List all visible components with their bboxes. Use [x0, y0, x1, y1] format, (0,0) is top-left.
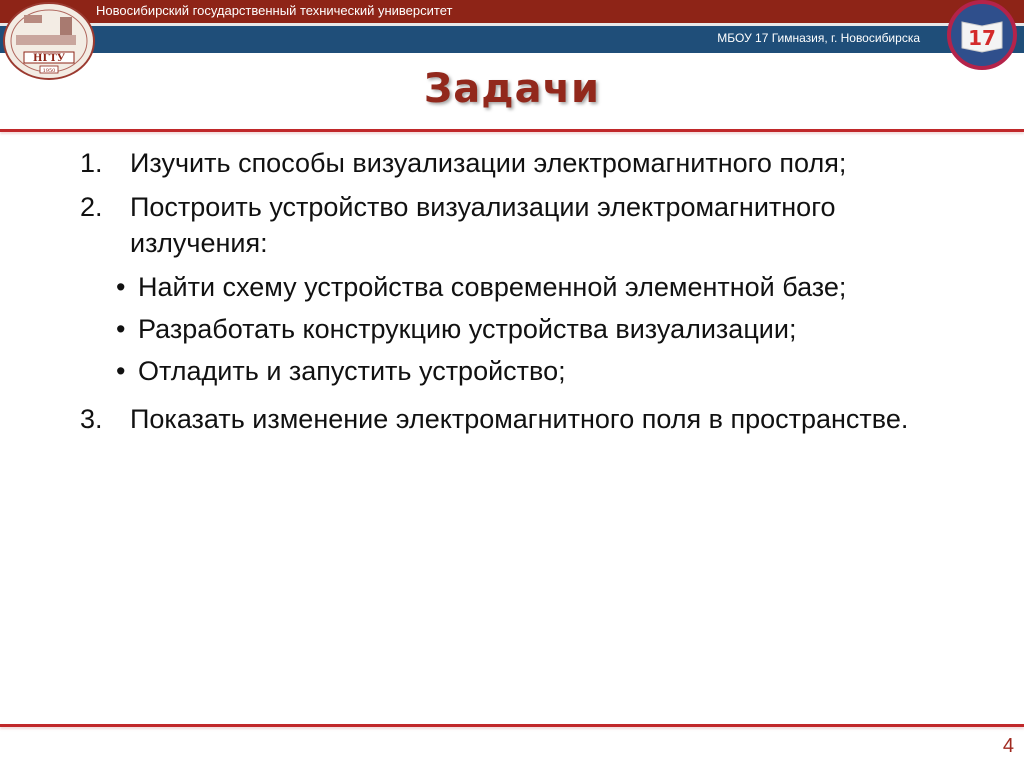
- task-list: [80, 145, 980, 445]
- task-item-3: [80, 401, 980, 437]
- subtask-item: [80, 311, 980, 347]
- bullet-icon: •: [116, 314, 126, 344]
- title-divider: [0, 129, 1024, 132]
- item-number: 1.: [80, 148, 103, 178]
- university-name: Новосибирский государственный технический университет: [96, 3, 453, 18]
- subtask-item: [80, 269, 980, 305]
- svg-text:НГТУ: НГТУ: [33, 53, 65, 64]
- item-number: 2.: [80, 192, 103, 222]
- item-text: Изучить способы визуализации электромагнитного поля;: [130, 148, 847, 178]
- page-number: 4: [1002, 735, 1014, 757]
- item-number: 3.: [80, 404, 103, 434]
- item-text: Показать изменение электромагнитного поля в пространстве.: [130, 404, 909, 434]
- svg-text:1950: 1950: [42, 68, 56, 74]
- svg-text:17: 17: [968, 26, 996, 50]
- school-name: МБОУ 17 Гимназия, г. Новосибирска: [717, 31, 920, 45]
- subitem-text: Разработать конструкцию устройства визуализации;: [138, 314, 797, 344]
- subitem-text: Отладить и запустить устройство;: [138, 356, 566, 386]
- task-item-1: [80, 145, 980, 181]
- gymnasium-17-badge-icon: [944, 0, 1020, 70]
- slide-title: Задачи: [423, 66, 601, 112]
- subtask-item: [80, 353, 980, 389]
- bullet-icon: •: [116, 272, 126, 302]
- task-item-2: [80, 189, 980, 261]
- subitem-text: Найти схему устройства современной элементной базе;: [138, 272, 847, 302]
- item-text: Построить устройство визуализации электромагнитного излучения:: [130, 192, 836, 258]
- footer-divider: [0, 724, 1024, 727]
- bullet-icon: •: [116, 356, 126, 386]
